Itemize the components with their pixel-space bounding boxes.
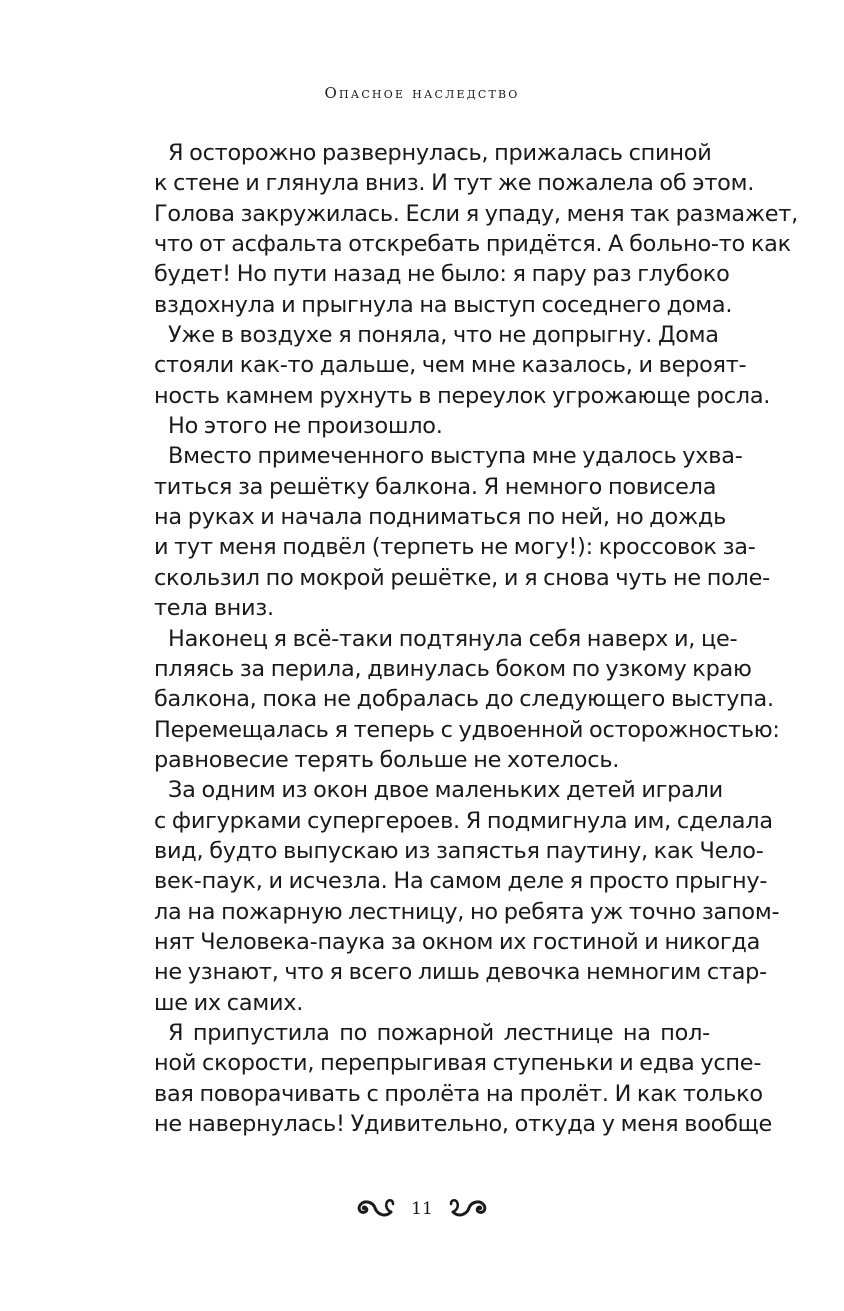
paragraph [124, 138, 798, 320]
text-line: век-паук, и исчезла. На самом деле я просто прыгну- [154, 868, 768, 895]
text-line: к стене и глянула вниз. И тут же пожалела об этом. [154, 170, 755, 197]
text-line: Голова закружилась. Если я упаду, меня так размажет, [154, 200, 798, 227]
running-head: Опасное наследство [324, 84, 520, 102]
text-line: будет! Но пути назад не было: я пару раз глубоко [154, 261, 730, 288]
text-line: балкона, пока не добралась до следующего выступа. [154, 686, 774, 713]
body-text [124, 138, 798, 1139]
text-line: и тут меня подвёл (терпеть не могу!): кроссовок за- [154, 534, 756, 561]
paragraph [124, 441, 770, 623]
text-line: с фигурками супергероев. Я подмигнула им, сделала [154, 807, 773, 834]
text-line: не навернулась! Удивительно, откуда у меня вообще [154, 1111, 773, 1137]
text-line: стояли как-то дальше, чем мне казалось, и вероят- [154, 352, 747, 379]
text-line: тела вниз. [154, 595, 274, 622]
text-line: Перемещалась я теперь с удвоенной осторожностью: [154, 716, 780, 743]
paragraph [124, 320, 771, 411]
page-number: 11 [411, 1199, 433, 1219]
text-line: ше их самих. [154, 989, 304, 1016]
text-line: Уже в воздухе я поняла, что не допрыгну. Дома [168, 322, 719, 349]
text-line: ла на пожарную лестницу, но ребята уж точно запом- [154, 898, 780, 925]
text-line: пляясь за перила, двинулась боком по узкому краю [154, 655, 752, 682]
text-line: ность камнем рухнуть в переулок угрожающе росла. [154, 382, 771, 409]
text-line: Я припустила по пожарной лестнице на пол- [168, 1019, 710, 1046]
text-line: вздохнула и прыгнула на выступ соседнего дома. [154, 291, 733, 318]
text-line: скользил по мокрой решётке, и я снова чуть не поле- [154, 564, 770, 591]
text-line: Вместо примеченного выступа мне удалось ухва- [168, 443, 743, 470]
text-line: не узнают, что я всего лишь девочка немногим стар- [154, 959, 767, 986]
paragraph [124, 411, 710, 441]
text-line: Наконец я всё-таки подтянула себя наверх и, це- [168, 625, 738, 652]
swirl-ornament-icon [449, 1194, 493, 1220]
paragraph [124, 775, 780, 1018]
text-line: титься за решётку балкона. Я немного повисела [154, 473, 717, 500]
text-line: что от асфальта отскребать придётся. А больно-то как [154, 231, 791, 258]
text-line: ной скорости, перепрыгивая ступеньки и едва успе- [154, 1050, 762, 1077]
text-line: равновесие терять больше не хотелось. [154, 746, 620, 773]
text-line: нят Человека-паука за окном их гостиной и никогда [154, 928, 761, 955]
page-footer [0, 1194, 844, 1220]
text-line: вая поворачивать с пролёта на пролёт. И как только [154, 1080, 763, 1107]
paragraph [124, 1018, 773, 1139]
swirl-ornament-icon [351, 1194, 395, 1220]
text-line: Но этого не произошло. [168, 413, 443, 440]
text-line: вид, будто выпускаю из запястья паутину, как Чело- [154, 837, 764, 864]
text-line: За одним из окон двое маленьких детей играли [168, 777, 723, 804]
text-line: на руках и начала подниматься по ней, но дождь [154, 504, 727, 531]
text-line: Я осторожно развернулась, прижалась спиной [168, 140, 712, 166]
paragraph [124, 624, 780, 776]
